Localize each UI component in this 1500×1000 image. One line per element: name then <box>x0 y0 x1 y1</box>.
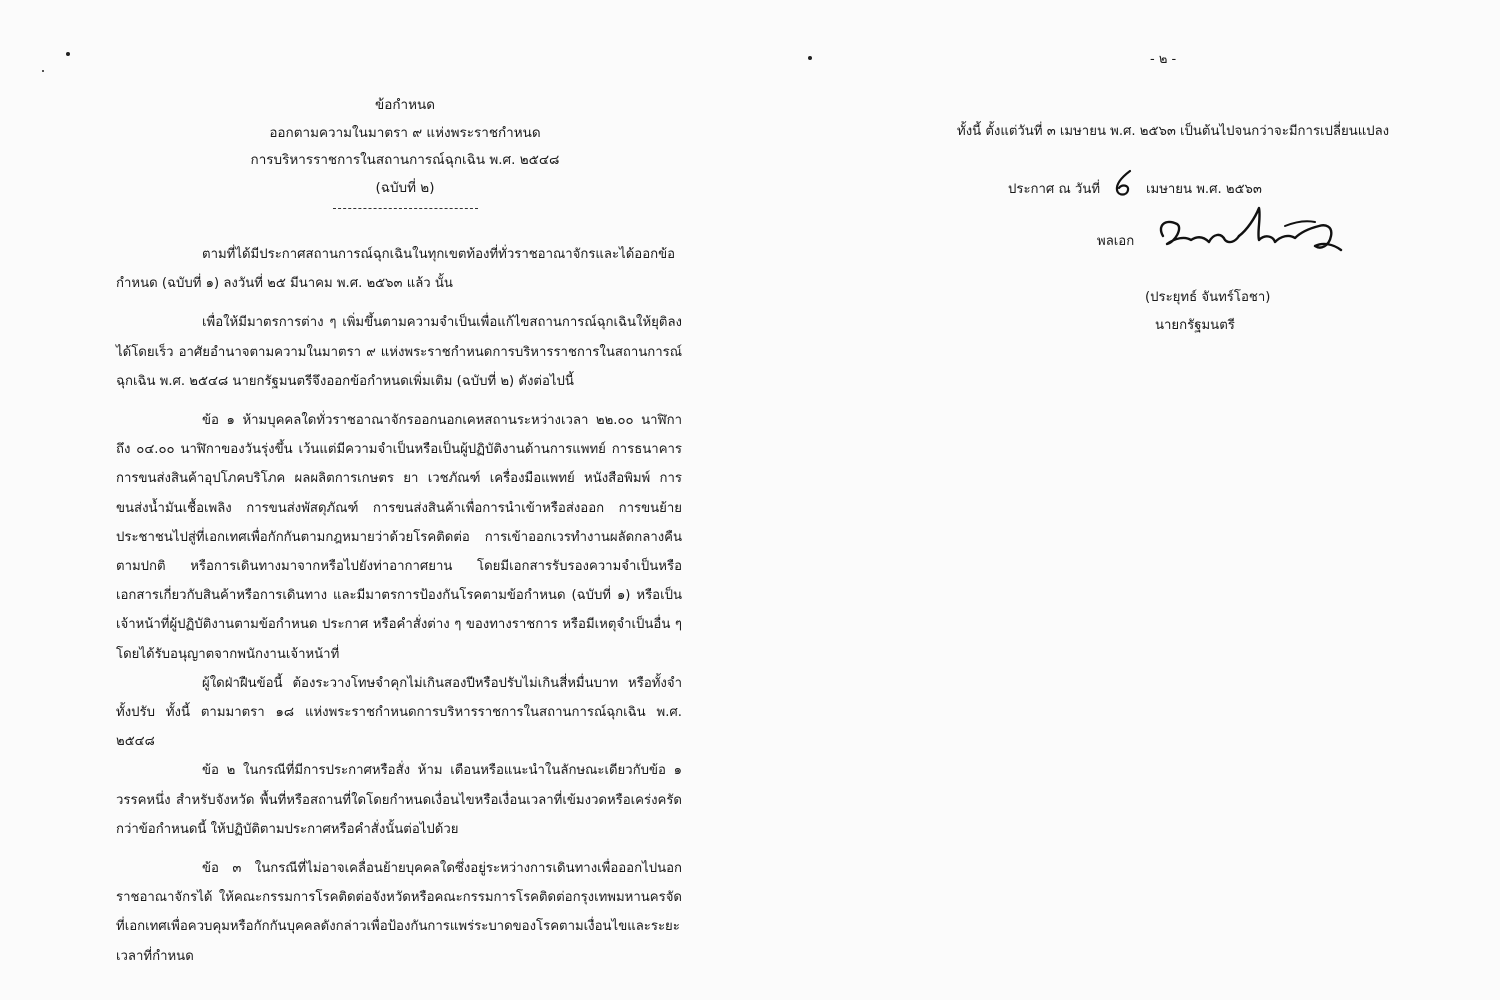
handwritten-day <box>1110 168 1138 198</box>
paragraph-clause-3 <box>116 854 682 971</box>
body-section-1 <box>116 240 682 971</box>
document-title: ข้อกำหนด <box>375 97 435 113</box>
paragraph-text: เพื่อให้มีมาตรการต่าง ๆ เพิ่มขึ้นตามความจำเป็นเพื่อแก้ไขสถานการณ์ฉุกเฉินให้ยุติลงได้โดยเร็ว อาศัยอำนาจตามความในมาตรา ๙ แห่งพระราชกำหนดการบริหารราชการในสถานการณ์ฉุกเฉิน พ.ศ. ๒๕๔๘ นายกรัฐมนตรีจึงออกข้อกำหนดเพิ่มเติม (ฉบับที่ ๒) ดังต่อไปนี้ <box>116 315 682 389</box>
signer-title: นายกรัฐมนตรี <box>1155 318 1235 333</box>
paragraph-text: ข้อ ๒ ในกรณีที่มีการประกาศหรือสั่ง ห้าม เตือนหรือแนะนำในลักษณะเดียวกับข้อ ๑ วรรคหนึ่ง สำหรับจังหวัด พื้นที่หรือสถานที่ใดโดยกำหนดเงื่อนไขหรือเงื่อนเวลาที่เข้มงวดหรือเคร่งครัดกว่าข้อกำหนดนี้ ให้ปฏิบัติตามประกาศหรือคำสั่งนั้นต่อไปด้วย <box>116 763 682 837</box>
paragraph-text: ข้อ ๑ ห้ามบุคคลใดทั่วราชอาณาจักรออกนอกเคหสถานระหว่างเวลา ๒๒.๐๐ นาฬิกา ถึง ๐๔.๐๐ นาฬิกาของวันรุ่งขึ้น เว้นแต่มีความจำเป็นหรือเป็นผู้ปฏิบัติงานด้านการแพทย์ การธนาคาร การขนส่งสินค้าอุปโภคบริโภค ผลผลิตการเกษตร ยา เวชภัณฑ์ เครื่องมือแพทย์ หนังสือพิมพ์ การขนส่งน้ำมันเชื้อเพลิง การขนส่งพัสดุภัณฑ์ การขนส่งสินค้าเพื่อการนำเข้าหรือส่งออก การขนย้ายประชาชนไปสู่ที่เอกเทศเพื่อกักกันตามกฎหมายว่าด้วยโรคติดต่อ การเข้าออกเวรทำงานผลัดกลางคืนตามปกติ หรือการเดินทางมาจากหรือไปยังท่าอากาศยาน โดยมีเอกสารรับรองความจำเป็นหรือเอกสารเกี่ยวกับสินค้าหรือการเดินทาง และมีมาตรการป้องกันโรคตามข้อกำหนด (ฉบับที่ ๑) หรือเป็นเจ้าหน้าที่ผู้ปฏิบัติงานตามข้อกำหนด ประกาศ หรือคำสั่งต่าง ๆ ของทางราชการ หรือมีเหตุจำเป็นอื่น ๆ โดยได้รับอนุญาตจากพนักงานเจ้าหน้าที่ <box>116 413 682 662</box>
paragraph-clause-1 <box>116 406 682 669</box>
paragraph-clause-2 <box>116 756 682 844</box>
scan-speck <box>42 70 44 72</box>
document-header <box>160 92 650 209</box>
paragraph-text: ข้อ ๓ ในกรณีที่ไม่อาจเคลื่อนย้ายบุคคลใดซึ่งอยู่ระหว่างการเดินทางเพื่อออกไปนอกราชอาณาจักรได้ ให้คณะกรรมการโรคติดต่อจังหวัดหรือคณะกรรมการโรคติดต่อกรุงเทพมหานครจัดที่เอกเทศเพื่อควบคุมหรือกักกันบุคคลดังกล่าวเพื่อป้องกันการแพร่ระบาดของโรคตามเงื่อนไขและระยะเวลาที่กำหนด <box>116 861 682 964</box>
header-divider <box>333 208 478 209</box>
document-subtitle-1: ออกตามความในมาตรา ๙ แห่งพระราชกำหนด <box>269 124 541 141</box>
scan-speck <box>66 52 70 56</box>
paragraph-text: ตามที่ได้มีประกาศสถานการณ์ฉุกเฉินในทุกเขตท้องที่ทั่วราชอาณาจักรและได้ออกข้อกำหนด (ฉบับที่ ๑) ลงวันที่ ๒๕ มีนาคม พ.ศ. ๒๕๖๓ แล้ว นั้น <box>116 247 676 292</box>
paragraph-preamble <box>116 240 682 298</box>
right-page <box>760 0 1500 1000</box>
signer-rank: พลเอก <box>1097 234 1135 249</box>
announcement-date-suffix: เมษายน พ.ศ. ๒๕๖๓ <box>1146 182 1262 197</box>
scan-speck <box>808 56 812 60</box>
document-subtitle-2: การบริหารราชการในสถานการณ์ฉุกเฉิน พ.ศ. ๒๕๔๘ <box>250 152 560 168</box>
paragraph-purpose <box>116 308 682 396</box>
paragraph-text: ผู้ใดฝ่าฝืนข้อนี้ ต้องระวางโทษจำคุกไม่เกินสองปีหรือปรับไม่เกินสี่หมื่นบาท หรือทั้งจำทั้งปรับ ทั้งนี้ ตามมาตรา ๑๘ แห่งพระราชกำหนดการบริหารราชการในสถานการณ์ฉุกเฉิน พ.ศ. ๒๕๔๘ <box>116 675 682 750</box>
paragraph-penalty <box>116 669 682 757</box>
signer-name: (ประยุทธ์ จันทร์โอชา) <box>1145 290 1271 305</box>
signature <box>1155 196 1355 262</box>
effective-date-line: ทั้งนี้ ตั้งแต่วันที่ ๓ เมษายน พ.ศ. ๒๕๖๓ เป็นต้นไปจนกว่าจะมีการเปลี่ยนแปลง <box>957 124 1390 139</box>
announcement-date-prefix: ประกาศ ณ วันที่ <box>1008 182 1101 197</box>
page-number: - ๒ - <box>1150 52 1177 67</box>
document-edition: (ฉบับที่ ๒) <box>375 179 435 196</box>
